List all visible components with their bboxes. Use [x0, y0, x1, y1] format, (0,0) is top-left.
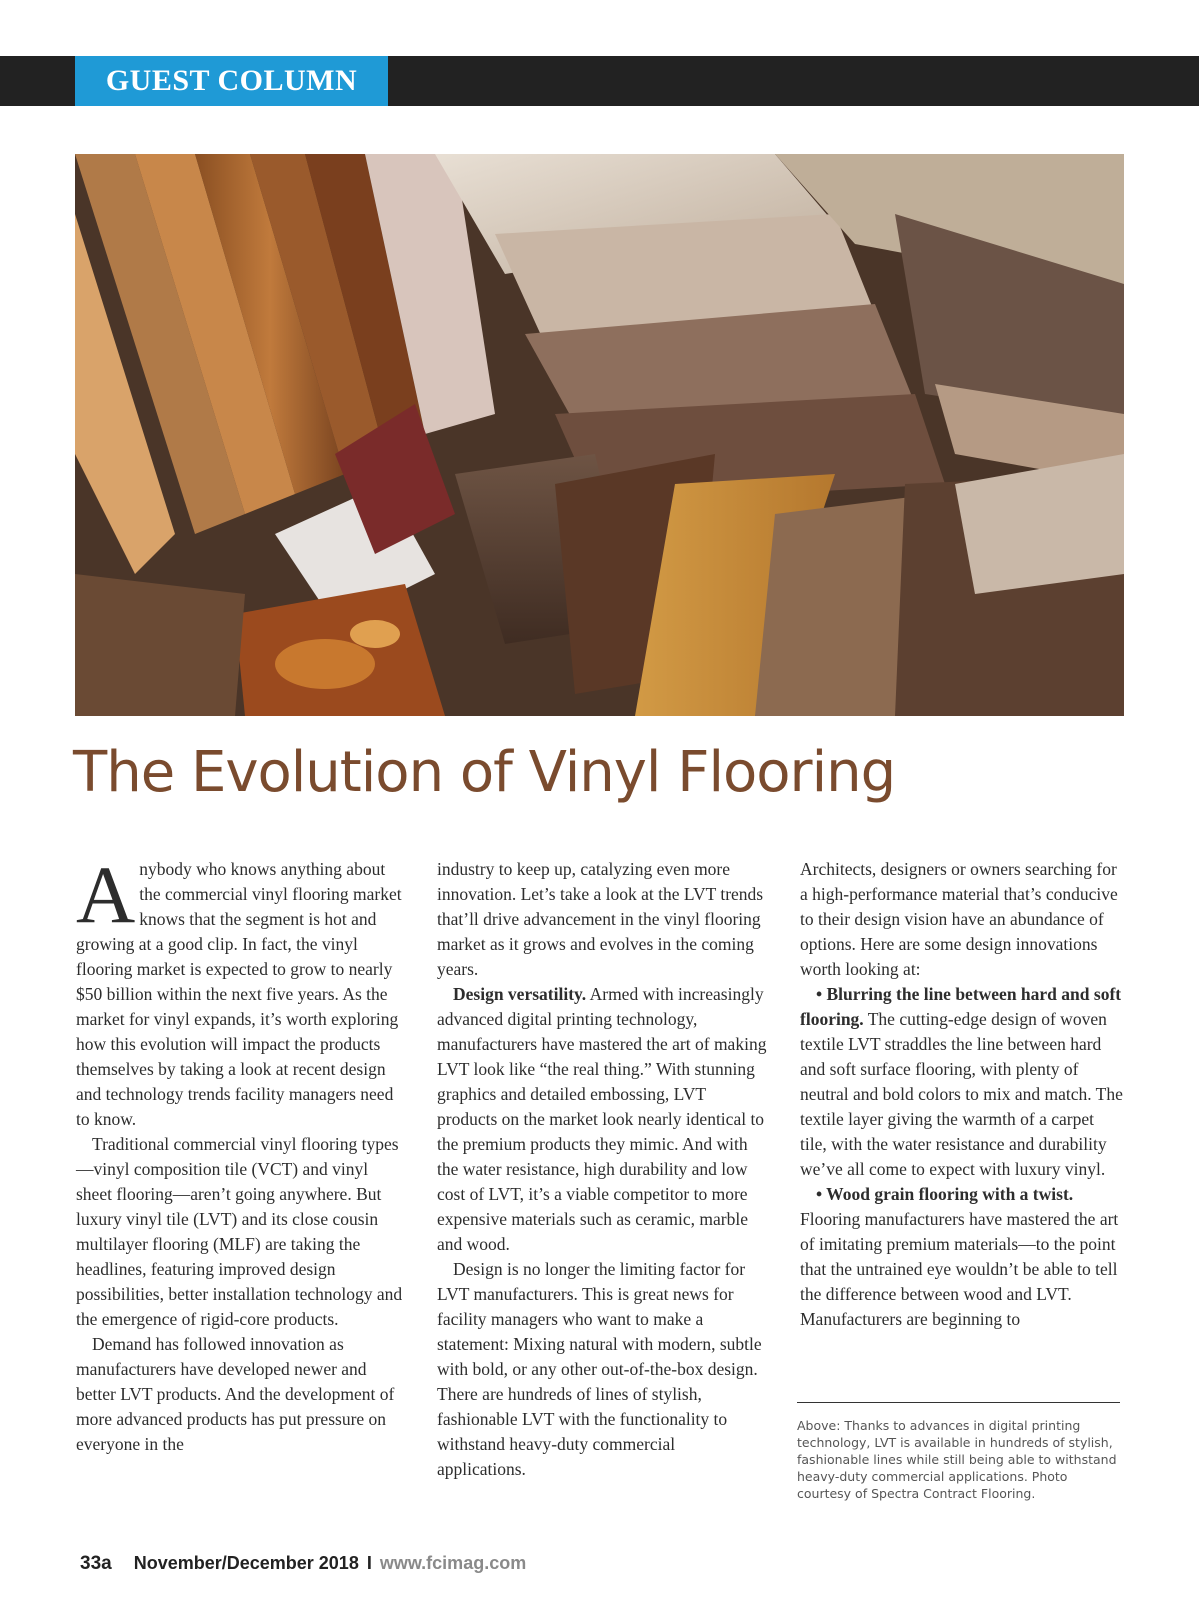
- bullet-paragraph: [800, 982, 1125, 1182]
- caption-divider: [797, 1402, 1120, 1403]
- bullet-heading: • Wood grain flooring with a twist.: [816, 1184, 1074, 1204]
- paragraph-text: The cutting-edge design of woven textile LVT straddles the line between hard and soft surface flooring, with plenty of neutral and bold colors to mix and match. The textile layer giving the warmth of a carpet tile, with the water resistance and durability we’ve all come to expect with luxury vinyl.: [800, 1009, 1123, 1179]
- paragraph: Demand has followed innovation as manufacturers have developed newer and better LVT products. And the development of more advanced products has put pressure on everyone in the: [76, 1334, 395, 1454]
- photo-caption: Above: Thanks to advances in digital printing technology, LVT is available in hundreds of stylish, fashionable lines while still being able to withstand heavy-duty commercial applications. Photo courtesy of Spectra Contract Flooring.: [797, 1418, 1117, 1501]
- flooring-samples-photo: [75, 154, 1124, 716]
- article-column-3: [800, 857, 1125, 1332]
- paragraph: Traditional commercial vinyl flooring types—vinyl composition tile (VCT) and vinyl sheet flooring—aren’t going anywhere. But luxury vinyl tile (LVT) and its close cousin multilayer flooring (MLF) are taking the headlines, featuring improved design possibilities, better installation technology and the emergence of rigid-core products.: [76, 1134, 403, 1329]
- paragraph: [437, 982, 767, 1257]
- footer-separator: I: [366, 1553, 372, 1573]
- subhead: Design versatility.: [453, 984, 587, 1004]
- section-label: GUEST COLUMN: [75, 56, 388, 106]
- paragraph: Design is no longer the limiting factor for LVT manufacturers. This is great news for facility managers who want to make a statement: Mixing natural with modern, subtle with bold, or any other out-of-the-box design. There are hundreds of lines of stylish, fashionable LVT with the functionality to withstand heavy-duty commercial applications.: [437, 1259, 762, 1479]
- paragraph-text: nybody who knows anything about the commercial vinyl flooring market knows that the segment is hot and growing at a good clip. In fact, the vinyl flooring market is expected to grow to nearly $50 billion within the next five years. As the market for vinyl expands, it’s worth exploring how this evolution will impact the products themselves by taking a look at recent design and technology trends facility managers need to know.: [76, 859, 402, 1129]
- paragraph: Architects, designers or owners searching for a high-performance material that’s conducive to their design vision have an abundance of options. Here are some design innovations worth looking at:: [800, 859, 1118, 979]
- paragraph: industry to keep up, catalyzing even more innovation. Let’s take a look at the LVT trends that’ll drive advancement in the vinyl flooring market as it grows and evolves in the coming years.: [437, 859, 764, 979]
- bullet-paragraph: [800, 1182, 1125, 1332]
- page-number: 33a: [80, 1553, 112, 1574]
- drop-cap: A: [76, 849, 136, 940]
- paragraph-text: Flooring manufacturers have mastered the art of imitating premium materials—to the point that the untrained eye wouldn’t be able to tell the difference between wood and LVT. Manufacturers are beginning to: [800, 1209, 1119, 1329]
- article-column-2: [437, 857, 767, 1482]
- article-title: The Evolution of Vinyl Flooring: [73, 740, 896, 805]
- issue-date: November/December 2018: [133, 1553, 359, 1573]
- page-footer: [80, 1553, 1080, 1575]
- paragraph-text: Armed with increasingly advanced digital printing technology, manufacturers have mastered the art of making LVT look like “the real thing.” With stunning graphics and detailed embossing, LVT products on the market look nearly identical to the premium products they mimic. And with the water resistance, high durability and low cost of LVT, it’s a viable competitor to more expensive materials such as ceramic, marble and wood.: [437, 984, 767, 1254]
- article-column-1: [76, 849, 406, 1457]
- paragraph: [76, 849, 406, 1132]
- bullet-heading: • Blurring the line between hard and soft flooring.: [800, 984, 1122, 1029]
- website-link[interactable]: www.fcimag.com: [379, 1553, 527, 1573]
